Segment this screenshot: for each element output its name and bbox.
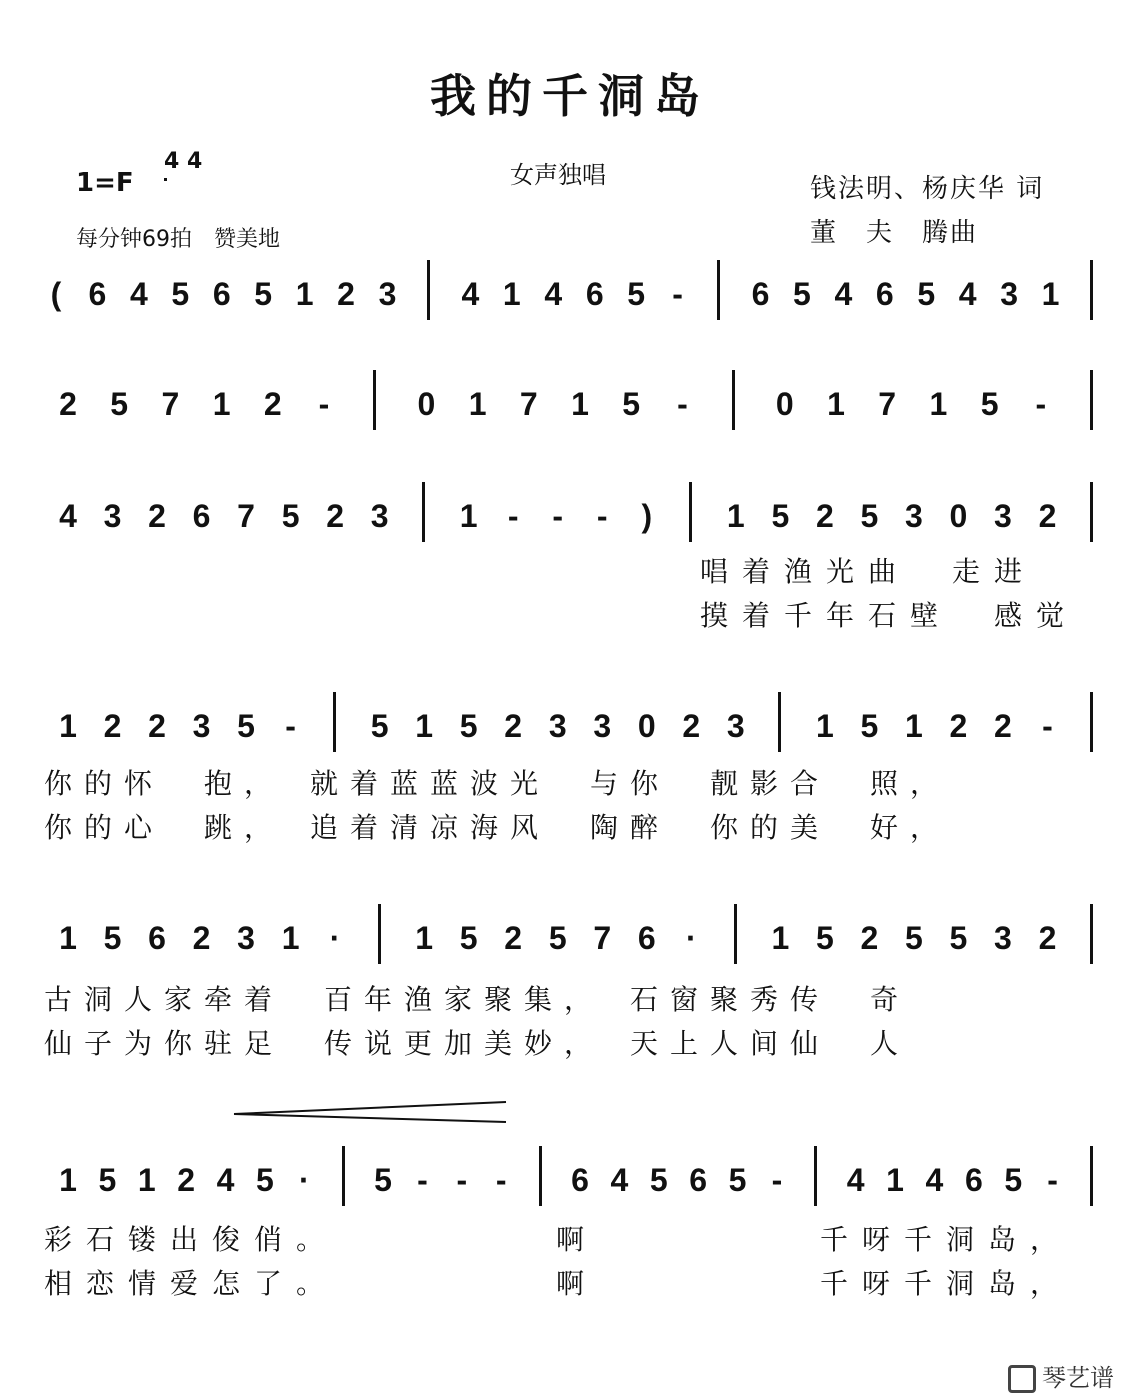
- note: 2: [504, 708, 523, 744]
- note: 6: [585, 276, 604, 312]
- note: 5: [815, 920, 834, 956]
- barline: [814, 1146, 817, 1206]
- note: 6: [751, 276, 770, 312]
- note: 6: [875, 276, 894, 312]
- note: 5: [622, 386, 641, 422]
- note: 2: [337, 276, 355, 312]
- key-signature: 1=F: [76, 168, 134, 198]
- barline: [732, 370, 735, 430]
- note: 4: [129, 276, 148, 312]
- note: 1: [771, 920, 790, 956]
- note: 4: [846, 1162, 865, 1198]
- note: 4: [925, 1162, 944, 1198]
- score-symbol: (: [50, 276, 62, 312]
- note: 4: [610, 1162, 629, 1198]
- note: 1: [212, 386, 231, 422]
- note: 1: [726, 498, 745, 534]
- note: 2: [1038, 920, 1057, 956]
- note: 0: [775, 386, 794, 422]
- score-symbol: -: [507, 498, 519, 534]
- note: 1: [295, 276, 314, 312]
- note: 1: [502, 276, 521, 312]
- lyric-line6-verse2-a: 相恋情爱怎了。: [44, 1267, 339, 1300]
- note: 5: [103, 920, 122, 956]
- note: 3: [237, 920, 255, 956]
- barline: [378, 904, 381, 964]
- note: 5: [110, 386, 129, 422]
- note: 0: [637, 708, 656, 744]
- barline: [342, 1146, 345, 1206]
- note: 1: [468, 386, 487, 422]
- note: 2: [682, 708, 701, 744]
- note: 1: [137, 1162, 156, 1198]
- note: 7: [878, 386, 897, 422]
- note: 1: [571, 386, 589, 422]
- performance-type: 女声独唱: [510, 161, 606, 189]
- note: 5: [281, 498, 300, 534]
- note: 5: [917, 276, 936, 312]
- note: 6: [689, 1162, 708, 1198]
- note: 3: [994, 920, 1012, 956]
- score-symbol: ): [641, 498, 653, 534]
- note: 1: [59, 920, 77, 956]
- score-symbol: ·: [329, 920, 341, 956]
- note: 5: [1004, 1162, 1023, 1198]
- note: 0: [949, 498, 968, 534]
- watermark: [1008, 1358, 1114, 1393]
- note: 4: [958, 276, 977, 312]
- lyric-line5-verse1: 古洞人家牵着 百年渔家聚集， 石窗聚秀传 奇: [44, 983, 911, 1016]
- score-symbol: -: [1035, 386, 1047, 422]
- note: 3: [726, 708, 745, 744]
- time-top: 4: [164, 149, 180, 174]
- note: 1: [459, 498, 478, 534]
- note: 5: [980, 386, 999, 422]
- note: 3: [103, 498, 122, 534]
- lyric-line3-verse1: 唱着渔光曲 走进: [700, 555, 1037, 588]
- note: 0: [417, 386, 436, 422]
- barline: [333, 692, 336, 752]
- score-symbol: -: [456, 1162, 468, 1198]
- note: 4: [59, 498, 77, 534]
- lyricist: 钱法明、杨庆华 词: [810, 174, 1045, 204]
- note: 3: [994, 498, 1012, 534]
- note: 2: [504, 920, 523, 956]
- note: 5: [860, 708, 879, 744]
- note: 1: [281, 920, 300, 956]
- note: 2: [949, 708, 968, 744]
- note: 6: [212, 276, 231, 312]
- note: 3: [593, 708, 612, 744]
- score-symbol: -: [552, 498, 564, 534]
- composer: 董 夫 腾曲: [810, 218, 979, 248]
- note: 5: [649, 1162, 668, 1198]
- note: 1: [415, 708, 434, 744]
- note: 5: [256, 1162, 274, 1198]
- note: 5: [171, 276, 190, 312]
- barline: [1090, 692, 1093, 752]
- score-symbol: -: [596, 498, 608, 534]
- note: 2: [326, 498, 345, 534]
- note: 7: [161, 386, 180, 422]
- score-symbol: -: [1042, 708, 1053, 744]
- watermark-text: 琴艺谱: [1042, 1364, 1114, 1392]
- barline: [734, 904, 737, 964]
- note: 5: [374, 1162, 392, 1198]
- page-title: 我的千洞岛: [430, 69, 710, 123]
- barline: [422, 482, 425, 542]
- note: 2: [994, 708, 1012, 744]
- score-symbol: -: [285, 708, 296, 744]
- lyric-line4-verse1: 你的怀 抱， 就着蓝蓝波光 与你 靓影合 照，: [44, 767, 951, 800]
- lyric-line5-verse2: 仙子为你驻足 传说更加美妙， 天上人间仙 人: [44, 1027, 911, 1060]
- barline: [689, 482, 692, 542]
- note: 2: [148, 498, 166, 534]
- note: 5: [237, 708, 255, 744]
- note: 1: [905, 708, 923, 744]
- score-symbol: -: [771, 1162, 783, 1198]
- note: 7: [593, 920, 612, 956]
- note: 3: [192, 708, 211, 744]
- note: 6: [637, 920, 656, 956]
- note: 4: [834, 276, 853, 312]
- score-symbol: ·: [685, 920, 697, 956]
- barline: [1090, 904, 1093, 964]
- note: 2: [860, 920, 879, 956]
- note: 2: [103, 708, 122, 744]
- note: 1: [815, 708, 834, 744]
- note: 2: [192, 920, 211, 956]
- score-symbol: -: [318, 386, 330, 422]
- note: 1: [415, 920, 434, 956]
- note: 2: [148, 708, 166, 744]
- note: 6: [148, 920, 166, 956]
- barline: [427, 260, 430, 320]
- note: 3: [1000, 276, 1018, 312]
- barline: [1090, 482, 1093, 542]
- note: 3: [548, 708, 567, 744]
- time-signature: [164, 148, 203, 176]
- barline: [1090, 1146, 1093, 1206]
- note: 7: [519, 386, 538, 422]
- time-bottom: 4: [186, 149, 203, 174]
- score-symbol: ·: [298, 1162, 310, 1198]
- barline: [373, 370, 376, 430]
- note: 6: [964, 1162, 983, 1198]
- lyric-line6-verse2-c: 千呀千洞岛，: [820, 1267, 1073, 1300]
- note: 4: [216, 1162, 235, 1198]
- note: 5: [459, 708, 478, 744]
- note: 1: [929, 386, 948, 422]
- note: 5: [254, 276, 273, 312]
- barline: [717, 260, 720, 320]
- lyric-line6-verse1-b: 啊: [556, 1223, 599, 1256]
- score-symbol: -: [417, 1162, 428, 1198]
- note: 3: [905, 498, 923, 534]
- note: 5: [860, 498, 879, 534]
- barline: [1090, 260, 1093, 320]
- barline: [539, 1146, 542, 1206]
- note: 5: [905, 920, 923, 956]
- score-symbol: -: [495, 1162, 507, 1198]
- note: 5: [949, 920, 968, 956]
- barline: [778, 692, 781, 752]
- note: 6: [192, 498, 211, 534]
- note: 5: [728, 1162, 747, 1198]
- note: 5: [793, 276, 811, 312]
- note: 1: [59, 708, 77, 744]
- note: 1: [1041, 276, 1060, 312]
- note: 5: [627, 276, 646, 312]
- note: 5: [98, 1162, 117, 1198]
- note: 4: [544, 276, 563, 312]
- lyric-line6-verse1-c: 千呀千洞岛，: [820, 1223, 1073, 1256]
- tempo-marking: 每分钟69拍 赞美地: [76, 227, 280, 252]
- note: 1: [886, 1162, 904, 1198]
- note: 4: [461, 276, 480, 312]
- lyric-line4-verse2: 你的心 跳， 追着清凉海风 陶醉 你的美 好，: [44, 811, 951, 844]
- note: 2: [263, 386, 282, 422]
- note: 3: [370, 498, 389, 534]
- logo-icon: [1008, 1365, 1036, 1393]
- note: 2: [59, 386, 77, 422]
- note: 3: [378, 276, 397, 312]
- note: 1: [827, 386, 845, 422]
- lyric-line6-verse2-b: 啊: [556, 1267, 599, 1300]
- note: 2: [815, 498, 834, 534]
- note: 5: [459, 920, 478, 956]
- note: 5: [548, 920, 567, 956]
- lyric-line6-verse1-a: 彩石镂出俊俏。: [44, 1223, 339, 1256]
- score-symbol: -: [672, 276, 683, 312]
- lyric-line3-verse2: 摸着千年石壁 感觉: [700, 599, 1079, 632]
- barline: [1090, 370, 1093, 430]
- note: 7: [237, 498, 255, 534]
- note: 5: [771, 498, 790, 534]
- note: 1: [59, 1162, 77, 1198]
- score-symbol: -: [677, 386, 688, 422]
- score-symbol: -: [1047, 1162, 1058, 1198]
- note: 5: [370, 708, 389, 744]
- note: 6: [571, 1162, 589, 1198]
- note: 6: [88, 276, 107, 312]
- note: 2: [1038, 498, 1057, 534]
- note: 2: [177, 1162, 196, 1198]
- crescendo-mark: [230, 1100, 510, 1130]
